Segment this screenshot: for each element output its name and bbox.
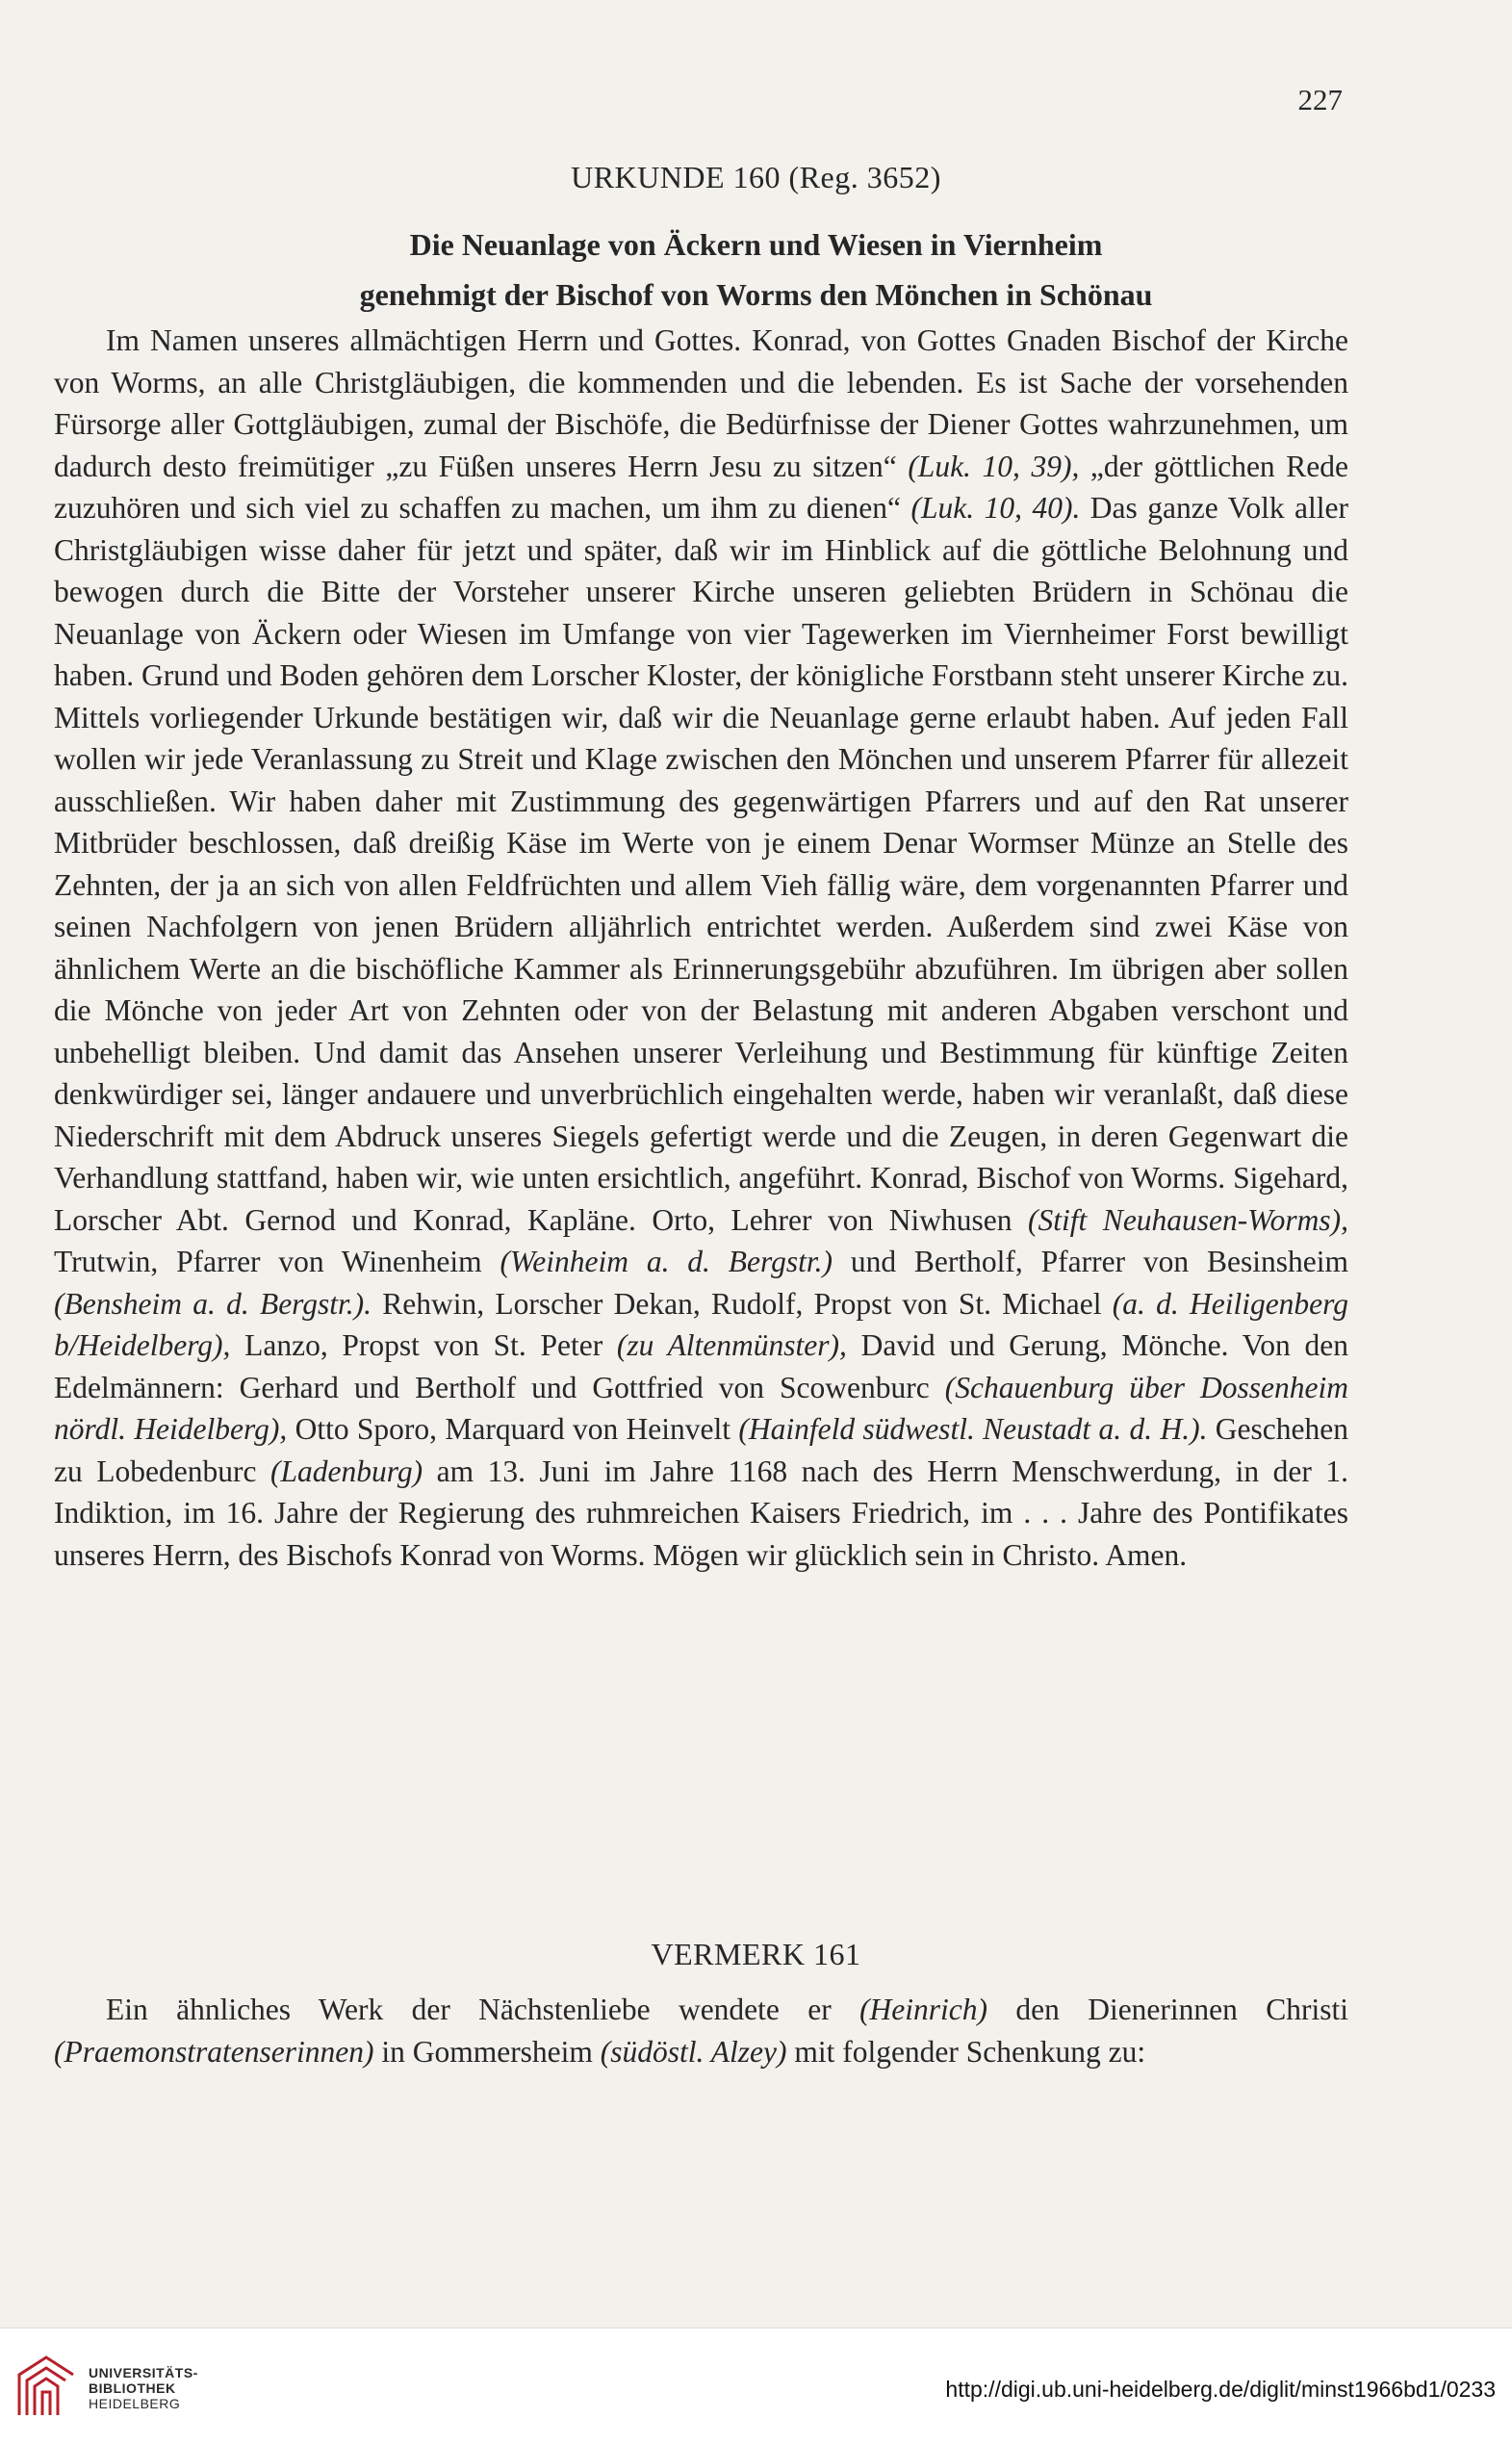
ub-heidelberg-logo-icon: [13, 2350, 81, 2421]
text-run: Im Namen unseres allmächtigen Herrn und Gottes. Konrad, von Gottes Gnaden Bischof der Kirche von Worms, an alle Christgläubigen, die kommenden und die lebenden. Es ist Sache der vorsehenden Fürsorge aller Gottgläubigen, zumal der Bischöfe, die Bedürfnisse der Diener Gottes wahrzunehmen, um dadurch desto freimütiger „zu Füßen unseres Herrn Jesu zu sitzen“: [54, 323, 1348, 483]
text-run: „der göttlichen Rede zuzuhören und sich viel zu schaffen zu machen, um ihm zu dienen“: [54, 449, 1348, 525]
italic-reference: (Hainfeld südwestl. Neustadt a. d. H.).: [738, 1412, 1208, 1446]
permalink-url[interactable]: http://digi.ub.uni-heidelberg.de/diglit/minst1966bd1/0233: [945, 2377, 1496, 2402]
italic-reference: (Schauenburg über Dossenheim nördl. Heidelberg),: [54, 1370, 1348, 1446]
title-line-1: Die Neuanlage von Äckern und Wiesen in Viernheim: [409, 227, 1103, 262]
text-run: Geschehen zu Lobedenburc: [54, 1412, 1348, 1488]
italic-reference: (Bensheim a. d. Bergstr.).: [54, 1286, 372, 1321]
library-line-3: HEIDELBERG: [89, 2396, 181, 2411]
title-line-2: genehmigt der Bischof von Worms den Mönchen in Schönau: [359, 277, 1153, 312]
library-name: [89, 2365, 198, 2411]
italic-reference: (Weinheim a. d. Bergstr.): [500, 1245, 833, 1278]
text-run: und Bertholf, Pfarrer von Besinsheim: [832, 1245, 1348, 1278]
footer-bar: [0, 2328, 1512, 2444]
text-run: Rehwin, Lorscher Dekan, Rudolf, Propst von St. Michael: [372, 1286, 1113, 1321]
vermerk-heading: VERMERK 161: [651, 1937, 861, 1971]
library-line-2: BIBLIOTHEK: [89, 2380, 176, 2396]
text-run: Otto Sporo, Marquard von Heinvelt: [287, 1412, 739, 1446]
italic-reference: (Luk. 10, 39),: [908, 449, 1080, 483]
text-run: in Gommersheim: [373, 2034, 601, 2069]
italic-reference: (Luk. 10, 40).: [910, 491, 1081, 525]
vermerk-paragraph: [54, 1989, 1348, 2072]
italic-reference: (a. d. Heiligenberg b/Heidelberg),: [54, 1286, 1348, 1362]
italic-reference: (zu Altenmünster),: [616, 1328, 847, 1362]
urkunde-heading: URKUNDE 160 (Reg. 3652): [571, 160, 941, 194]
text-run: am 13. Juni im Jahre 1168 nach des Herrn Menschwerdung, in der 1. Indiktion, im 16. Jahre der Regierung des ruhmreichen Kaisers Friedrich, im . . . Jahre des Pontifikates unseres Herrn, des Bischofs Konrad von Worms. Mögen wir glücklich sein in Christo. Amen.: [54, 1454, 1349, 1572]
italic-reference: (Praemonstratenserinnen): [54, 2034, 374, 2069]
italic-reference: (Ladenburg): [269, 1454, 423, 1488]
text-run: Trutwin, Pfarrer von Winenheim: [54, 1245, 500, 1278]
urkunde-body: [54, 320, 1348, 1576]
page-number: 227: [1297, 83, 1343, 116]
text-run: Das ganze Volk aller Christgläubigen wisse daher für jetzt und später, daß wir im Hinblick auf die göttliche Belohnung und bewogen durch die Bitte der Vorsteher unserer Kirche unseren geliebten Brüdern in Schönau die Neuanlage von Äckern oder Wiesen im Umfange von vier Tagewerken im Viernheimer Forst bewilligt haben. Grund und Boden gehören dem Lorscher Kloster, der königliche Forstbann steht unserer Kirche zu. Mittels vorliegender Urkunde bestätigen wir, daß wir die Neuanlage gerne erlaubt haben. Auf jeden Fall wollen wir jede Veranlassung zu Streit und Klage zwischen den Mönchen und unserem Pfarrer für allezeit ausschließen. Wir haben daher mit Zustimmung des gegenwärtigen Pfarrers und auf den Rat unserer Mitbrüder beschlossen, daß dreißig Käse im Werte von je einem Denar Wormser Münze an Stelle des Zehnten, der ja an sich von allen Feldfrüchten und allem Vieh fällig wäre, dem vorgenannten Pfarrer und seinen Nachfolgern von jenen Brüdern alljährlich entrichtet werden. Außerdem sind zwei Käse von ähnlichem Werte an die bischöfliche Kammer als Erinnerungsgebühr abzuführen. Im übrigen aber sollen die Mönche von jeder Art von Zehnten oder von der Belastung mit anderen Abgaben verschont und unbehelligt bleiben. Und damit das Ansehen unserer Verleihung und Bestimmung für künftige Zeiten denkwürdiger sei, länger andauere und unverbrüchlich eingehalten werde, haben wir veranlaßt, daß diese Niederschrift mit dem Abdruck unseres Siegels gefertigt werde und die Zeugen, in deren Gegenwart die Verhandlung stattfand, haben wir, wie unten ersichtlich, angeführt. Konrad, Bischof von Worms. Sigehard, Lorscher Abt. Gernod und Konrad, Kapläne. Orto, Lehrer von Niwhusen: [54, 491, 1349, 1237]
italic-reference: (Heinrich): [859, 1993, 988, 2026]
text-run: Ein ähnliches Werk der Nächstenliebe wendete er: [106, 1993, 860, 2026]
library-line-1: UNIVERSITÄTS-: [89, 2365, 198, 2380]
italic-reference: (südöstl. Alzey): [600, 2034, 787, 2069]
vermerk-body: [54, 1989, 1348, 2072]
urkunde-title: [0, 219, 1512, 320]
text-run: den Dienerinnen Christi: [987, 1993, 1348, 2026]
text-run: mit folgender Schenkung zu:: [786, 2034, 1146, 2069]
italic-reference: (Stift Neuhausen-Worms),: [1028, 1202, 1349, 1237]
text-run: Lanzo, Propst von St. Peter: [230, 1328, 617, 1362]
text-run: David und Gerung, Mönche. Von den Edelmännern: Gerhard und Bertholf und Gottfried von Scowenburc: [54, 1328, 1348, 1404]
urkunde-paragraph: [54, 320, 1348, 1576]
